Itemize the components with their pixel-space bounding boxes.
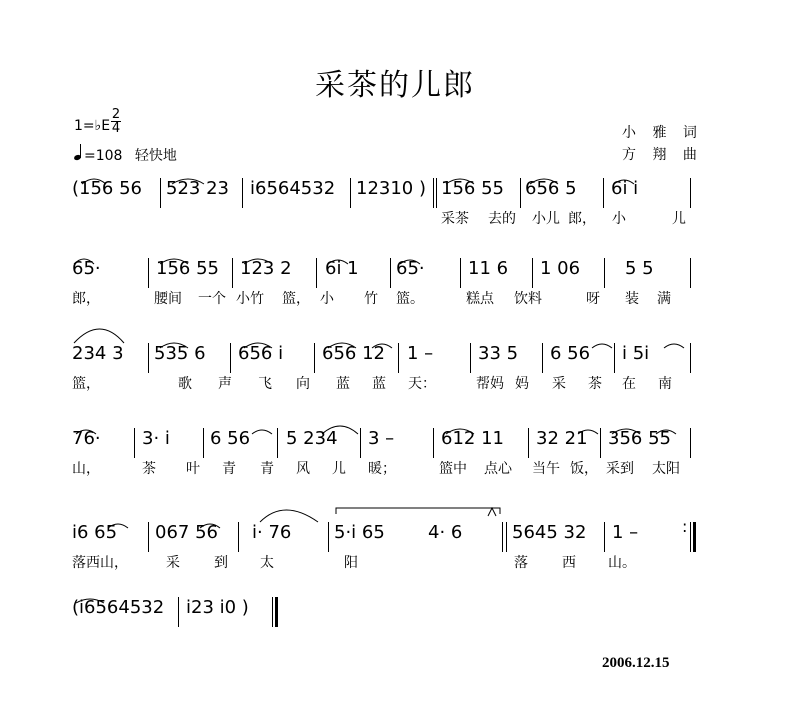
- lyric: 落西: [72, 555, 100, 571]
- measure: 234 3: [72, 343, 124, 364]
- measure: i· 76: [252, 522, 292, 543]
- lyric: 饭，: [570, 461, 598, 477]
- measure: 523 23: [166, 178, 229, 199]
- lyric: 小: [320, 291, 334, 307]
- lyric: 叶: [186, 461, 200, 477]
- lyric: 采: [552, 376, 566, 392]
- lyric: 当午: [532, 461, 560, 477]
- lyric: 山，: [100, 555, 128, 571]
- lyric: 儿: [332, 461, 346, 477]
- lyric: 蓝: [372, 376, 386, 392]
- measure: 535 6: [154, 343, 206, 364]
- time-signature-bottom: 4: [111, 121, 121, 136]
- measure: 32 21: [536, 428, 588, 449]
- score-line-6: [0, 597, 790, 717]
- lyric: 腰间: [154, 291, 182, 307]
- time-signature: [111, 108, 121, 135]
- measure: 65·: [72, 258, 101, 279]
- lyric: 篮。: [396, 291, 424, 307]
- lyric: 儿: [672, 211, 686, 227]
- measure: 6 56: [210, 428, 251, 449]
- lyric: 呀: [586, 291, 600, 307]
- lyricist-credit: 小 雅 词: [622, 125, 703, 141]
- lyric: 帮妈: [476, 376, 504, 392]
- lyric: 蓝: [336, 376, 350, 392]
- measure: 656 5: [525, 178, 577, 199]
- lyric: 山，: [72, 461, 100, 477]
- lyric: 一个: [198, 291, 226, 307]
- date-stamp: 2006.12.15: [602, 655, 670, 671]
- lyric: 郎，: [568, 211, 596, 227]
- measure: 1 06: [540, 258, 581, 279]
- quarter-note-icon: [74, 146, 84, 160]
- tempo-mood: 轻快地: [134, 148, 177, 164]
- lyric: 篮，: [282, 291, 310, 307]
- lyric: 小竹: [236, 291, 264, 307]
- measure: 1 –: [407, 343, 434, 364]
- lyric: 竹: [364, 291, 378, 307]
- measure: 6i i: [611, 178, 639, 199]
- measure: 6 56: [550, 343, 591, 364]
- measure: 76·: [72, 428, 101, 449]
- lyric: 青: [222, 461, 236, 477]
- time-signature-top: 2: [111, 107, 121, 122]
- measure: 5645 32: [512, 522, 587, 543]
- lyric: 青: [260, 461, 274, 477]
- measure: 612 11: [441, 428, 504, 449]
- measure: i6 65: [72, 522, 118, 543]
- measure: 123 2: [240, 258, 292, 279]
- key-signature: [74, 118, 110, 134]
- measure: 356 55: [608, 428, 671, 449]
- lyric: 飞: [258, 376, 272, 392]
- lyric: 暖；: [368, 461, 396, 477]
- measure: 156 55: [156, 258, 219, 279]
- lyric: 郎，: [72, 291, 100, 307]
- lyric: 茶: [588, 376, 602, 392]
- measure: 1 –: [612, 522, 639, 543]
- lyric: 糕点: [466, 291, 494, 307]
- lyric: 茶: [142, 461, 156, 477]
- lyric: 南: [658, 376, 672, 392]
- lyric: 去的: [488, 211, 516, 227]
- measure: 6i 1: [325, 258, 359, 279]
- measure: i 5i: [622, 343, 650, 364]
- measure: 5 234: [286, 428, 338, 449]
- lyric: 篮，: [72, 376, 100, 392]
- repeat-dots: :: [682, 517, 688, 536]
- lyric: 歌: [178, 376, 192, 392]
- lyric: 点心: [484, 461, 512, 477]
- lyric: 装: [625, 291, 639, 307]
- measure: 65·: [396, 258, 425, 279]
- lyric: 小: [612, 211, 626, 227]
- lyric: 采茶: [441, 211, 469, 227]
- measure: 3· i: [142, 428, 170, 449]
- lyric: 到: [214, 555, 228, 571]
- measure: 156 55: [441, 178, 504, 199]
- lyric: 在: [622, 376, 636, 392]
- measure: i23 i0 ): [186, 597, 249, 618]
- lyric: 满: [657, 291, 671, 307]
- lyric: 太: [260, 555, 274, 571]
- lyric: 西: [562, 555, 576, 571]
- lyric: 声: [218, 376, 232, 392]
- lyric: 山。: [608, 555, 636, 571]
- lyric: 采: [166, 555, 180, 571]
- tempo-marking: [74, 145, 177, 165]
- lyric: 风: [296, 461, 310, 477]
- key-label: 1=♭E: [74, 118, 111, 134]
- measure: 11 6: [468, 258, 509, 279]
- lyric: 落: [514, 555, 528, 571]
- lyric: 篮中: [439, 461, 467, 477]
- lyric: 天：: [408, 376, 436, 392]
- lyric: 小儿: [532, 211, 560, 227]
- measure: 656 12: [322, 343, 385, 364]
- score-title: 采茶的儿郎: [315, 68, 475, 103]
- measure: i6564532: [250, 178, 336, 199]
- measure: 12310 ): [356, 178, 427, 199]
- measure: (156 56: [72, 178, 143, 199]
- lyric: 妈: [515, 376, 529, 392]
- measure: 4· 6: [428, 522, 463, 543]
- measure: 5·i 65: [334, 522, 385, 543]
- lyric: 阳: [344, 555, 358, 571]
- measure: 067 56: [155, 522, 218, 543]
- measure: 33 5: [478, 343, 519, 364]
- lyric: 饮料: [514, 291, 542, 307]
- measure: 656 i: [238, 343, 284, 364]
- lyric: 太阳: [652, 461, 680, 477]
- measure: (i6564532: [72, 597, 165, 618]
- lyric: 向: [296, 376, 310, 392]
- composer-credit: 方 翔 曲: [622, 147, 703, 163]
- tempo-value: =108: [84, 148, 123, 164]
- lyric: 采到: [606, 461, 634, 477]
- measure: 3 –: [368, 428, 395, 449]
- measure: 5 5: [625, 258, 654, 279]
